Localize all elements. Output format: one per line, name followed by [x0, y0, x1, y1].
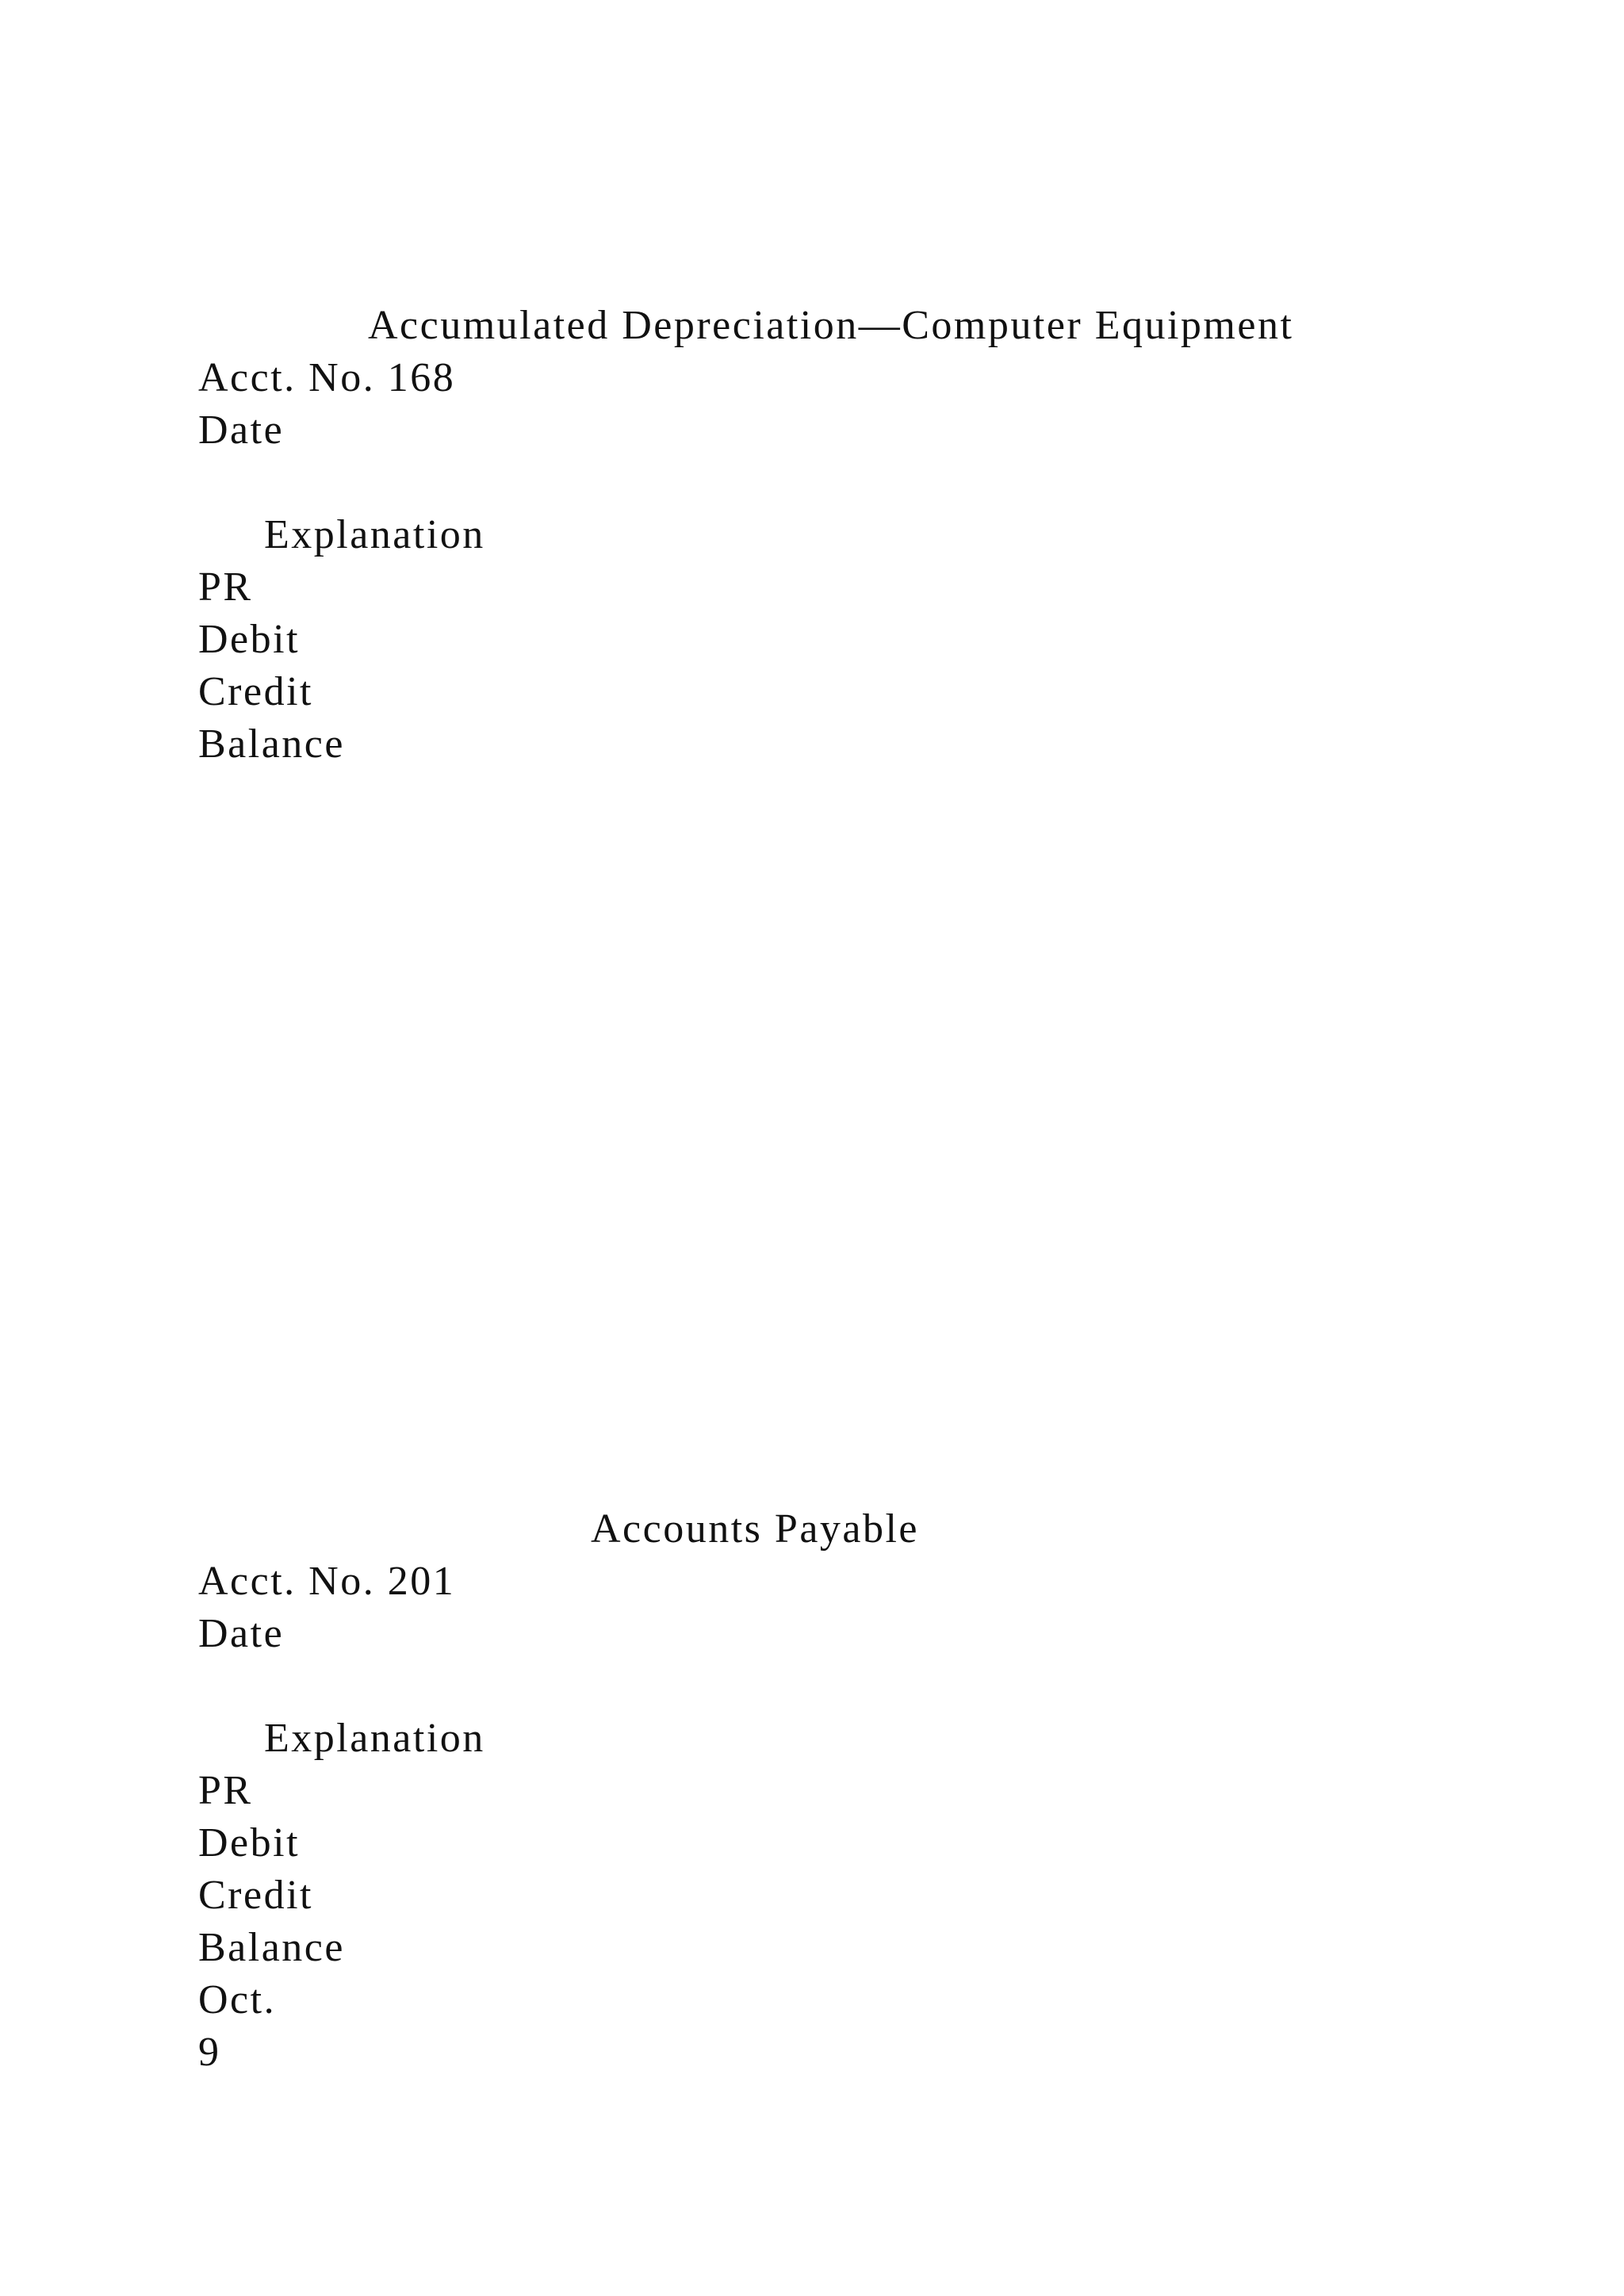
column-header-credit: Credit: [198, 1873, 313, 1918]
entry-day: 9: [198, 2030, 221, 2075]
column-header-explanation: Explanation: [264, 1716, 485, 1761]
column-header-debit: Debit: [198, 617, 301, 662]
column-header-debit: Debit: [198, 1820, 301, 1866]
column-header-date: Date: [198, 408, 285, 453]
column-header-credit: Credit: [198, 669, 313, 714]
ledger-title: Accumulated Depreciation—Computer Equipment: [368, 303, 1294, 348]
column-header-date: Date: [198, 1611, 285, 1656]
column-header-explanation: Explanation: [264, 512, 485, 557]
account-number: Acct. No. 201: [198, 1559, 456, 1604]
column-header-pr: PR: [198, 1768, 253, 1813]
column-header-pr: PR: [198, 564, 253, 610]
entry-month: Oct.: [198, 1977, 277, 2022]
column-header-balance: Balance: [198, 1925, 345, 1970]
account-number: Acct. No. 168: [198, 355, 456, 400]
column-header-balance: Balance: [198, 721, 345, 767]
ledger-title: Accounts Payable: [591, 1506, 920, 1552]
